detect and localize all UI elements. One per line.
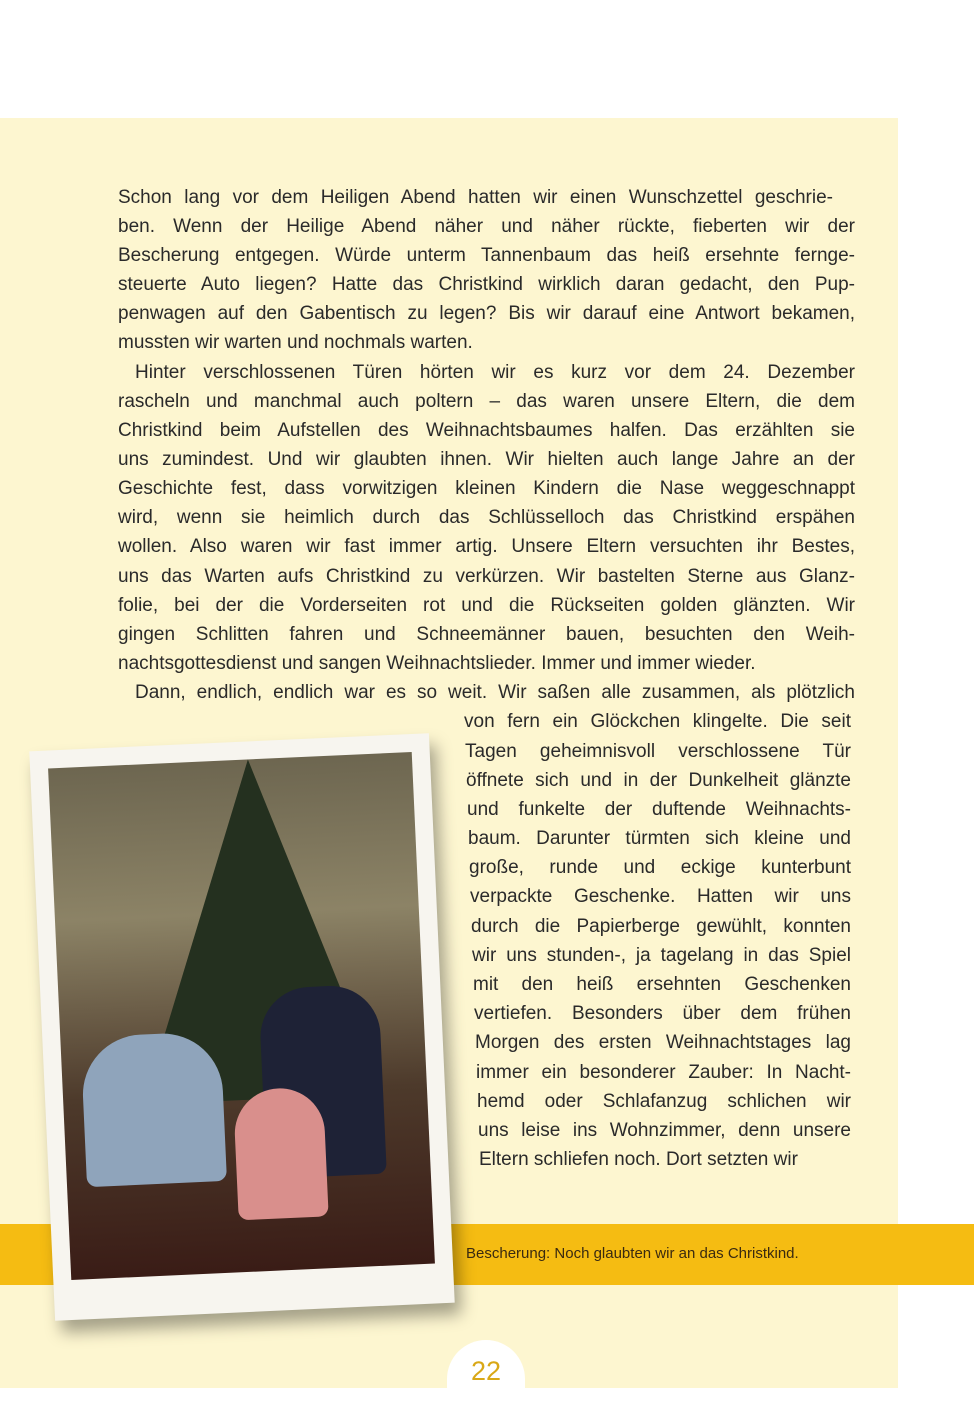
photo-image [48,752,435,1280]
text-line: Eltern schliefen noch. Dort setzten wir [479,1149,798,1170]
text-line: uns leise ins Wohnzimmer, denn unsere [478,1120,851,1141]
text-line: uns zumindest. Und wir glaubten ihnen. Wir hielten auch lange Jahre an der [118,449,855,470]
text-line: verpackte Geschenke. Hatten wir uns [470,886,851,907]
text-line: Geschichte fest, dass vorwitzigen kleinen Kindern die Nase weggeschnappt [118,478,855,499]
text-line: folie, bei der die Vorderseiten rot und die Rückseiten golden glänzten. Wir [118,595,855,616]
text-line: mit den heiß ersehnten Geschenken [473,974,851,995]
text-line: öffnete sich und in der Dunkelheit glänzte [466,770,851,791]
text-line: Morgen des ersten Weihnachtstages lag [475,1032,851,1053]
text-line: Tagen geheimnisvoll verschlossene Tür [465,741,851,762]
text-line: durch die Papierberge gewühlt, konnten [471,916,851,937]
text-line: Dann, endlich, endlich war es so weit. Wir saßen alle zusammen, als plötzlich [135,682,855,703]
text-line: Schon lang vor dem Heiligen Abend hatten wir einen Wunschzettel geschrie- [118,187,833,208]
text-line: hemd oder Schlafanzug schlichen wir [477,1091,851,1112]
child-figure [233,1086,329,1220]
text-line: Bescherung entgegen. Würde unterm Tannenbaum das heiß ersehnte fernge- [118,245,855,266]
text-line: von fern ein Glöckchen klingelte. Die seit [464,711,851,732]
text-line: steuerte Auto liegen? Hatte das Christkind wirklich daran gedacht, den Pup- [118,274,855,295]
text-line: baum. Darunter türmten sich kleine und [468,828,851,849]
text-line: gingen Schlitten fahren und Schneemänner bauen, besuchten den Weih- [118,624,855,645]
text-line: mussten wir warten und nochmals warten. [118,332,473,353]
page-number: 22 [470,1356,502,1386]
text-line: wollen. Also waren wir fast immer artig. Unsere Eltern versuchten ihr Bestes, [118,536,855,557]
text-line: penwagen auf den Gabentisch zu legen? Bis wir darauf eine Antwort bekamen, [118,303,855,324]
text-line: und funkelte der duftende Weihnachts- [467,799,851,820]
text-line: Hinter verschlossenen Türen hörten wir es kurz vor dem 24. Dezember [135,362,855,383]
text-line: ben. Wenn der Heilige Abend näher und näher rückte, fieberten wir der [118,216,855,237]
text-line: Christkind beim Aufstellen des Weihnachtsbaumes halfen. Das erzählten sie [118,420,855,441]
text-line: immer ein besonderer Zauber: In Nacht- [476,1062,851,1083]
text-line: wir uns stunden-, ja tagelang in das Spiel [472,945,851,966]
text-line: uns das Warten aufs Christkind zu verkürzen. Wir bastelten Sterne aus Glanz- [118,566,855,587]
text-line: wird, wenn sie heimlich durch das Schlüsselloch das Christkind erspähen [118,507,855,528]
photo-caption: Bescherung: Noch glaubten wir an das Christkind. [466,1245,799,1262]
text-line: rascheln und manchmal auch poltern – das waren unsere Eltern, die dem [118,391,855,412]
text-line: große, runde und eckige kunterbunt [469,857,851,878]
text-line: vertiefen. Besonders über dem frühen [474,1003,851,1024]
woman-figure [80,1031,227,1187]
text-line: nachtsgottesdienst und sangen Weihnachtslieder. Immer und immer wieder. [118,653,756,674]
photo-christmas-family [29,733,454,1321]
